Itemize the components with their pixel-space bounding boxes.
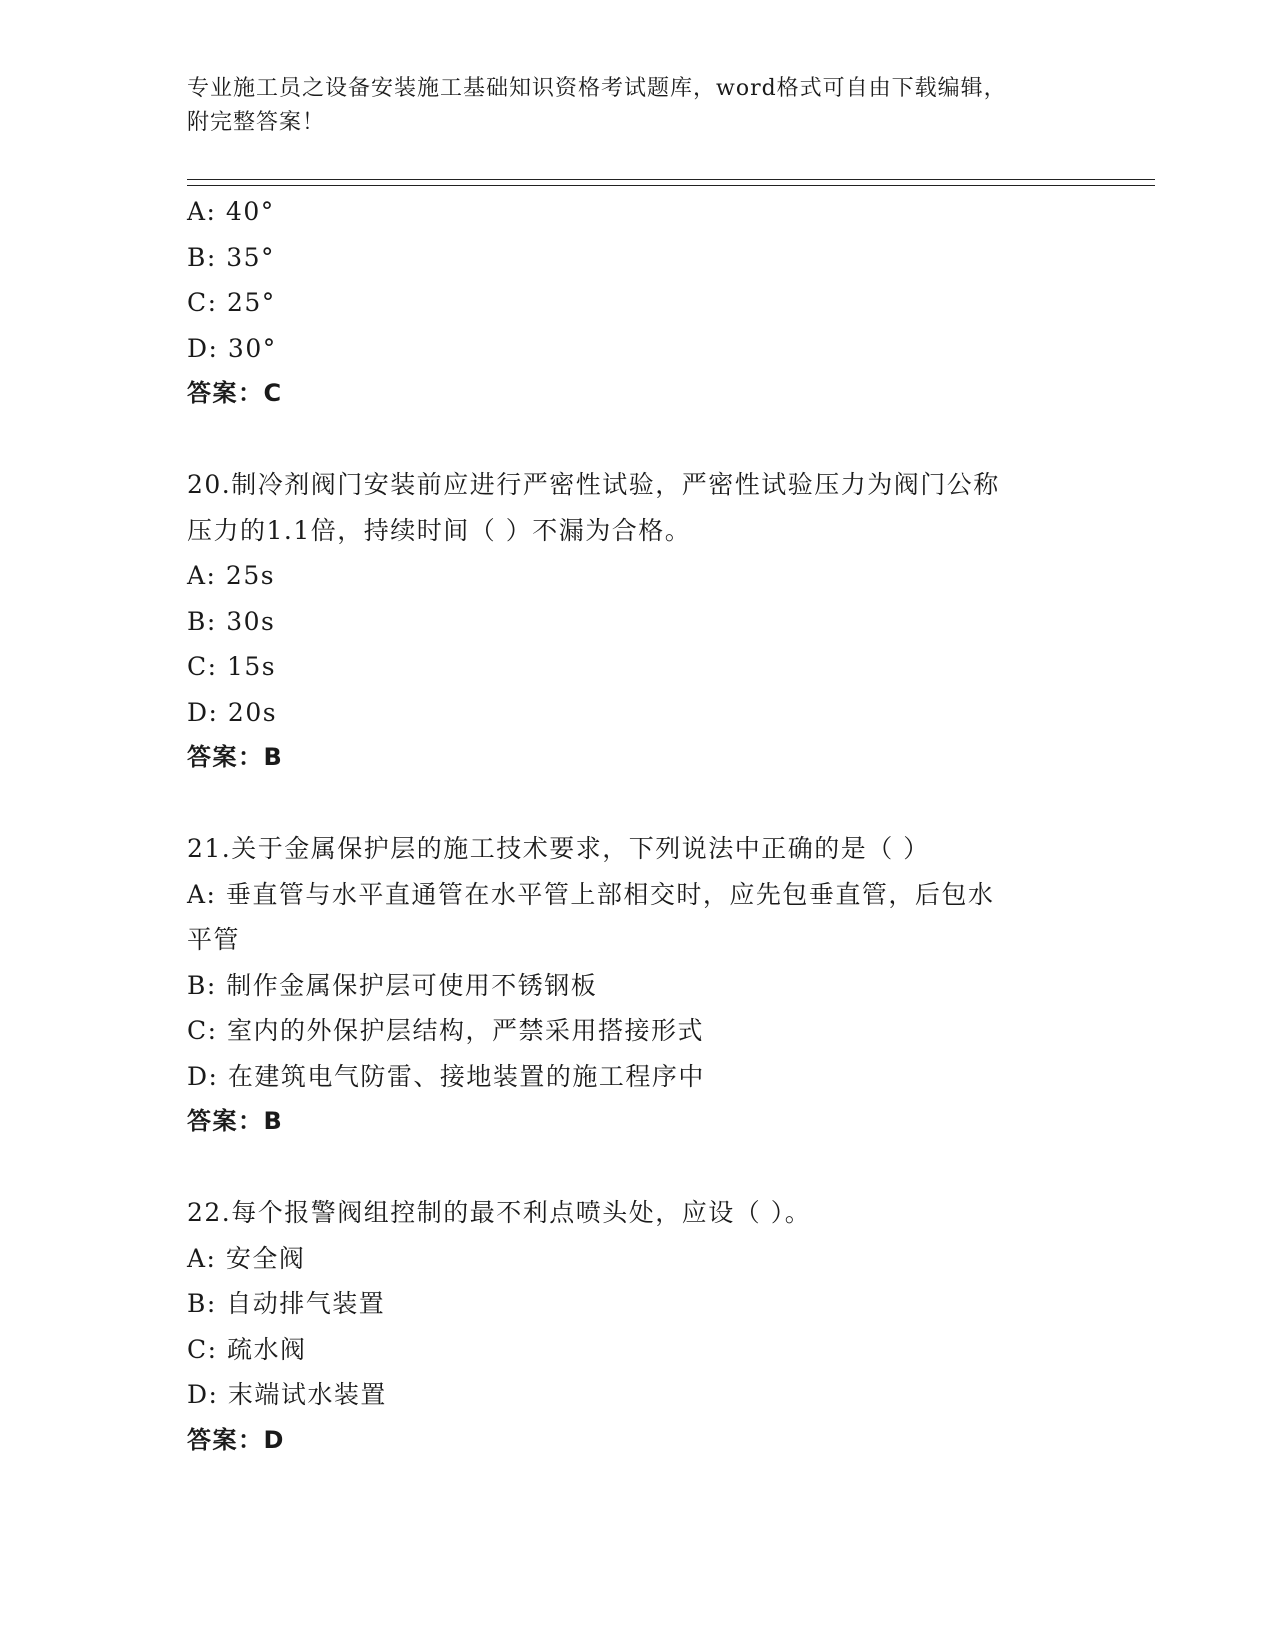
option-c: C: 疏水阀: [187, 1334, 307, 1364]
answer: 答案：B: [187, 1107, 284, 1135]
answer: 答案：B: [187, 743, 284, 771]
option-b: B: 30s: [187, 606, 276, 636]
option-b: B: 制作金属保护层可使用不锈钢板: [187, 970, 598, 1000]
question-text-line-1: 22.每个报警阀组控制的最不利点喷头处，应设（ ）。: [187, 1198, 812, 1227]
option-a: A: 25s: [187, 561, 276, 590]
option-c: C: 25°: [187, 288, 276, 317]
document-header: [187, 72, 1087, 140]
question-20: [187, 462, 1087, 781]
header-line-1: 专业施工员之设备安装施工基础知识资格考试题库，word格式可自由下载编辑，: [187, 76, 1007, 101]
option-c: C: 室内的外保护层结构，严禁采用搭接形式: [187, 1016, 704, 1045]
question-list: [187, 189, 1087, 1463]
option-d: D: 30°: [187, 333, 277, 363]
question-19: [187, 189, 1087, 417]
question-21: [187, 826, 1087, 1145]
header-divider-top: [187, 179, 1155, 180]
header-divider-bottom: [187, 185, 1155, 186]
question-text-line-1: 20.制冷剂阀门安装前应进行严密性试验，严密性试验压力为阀门公称: [187, 470, 1000, 499]
answer: 答案：C: [187, 379, 283, 407]
header-line-2: 附完整答案！: [187, 110, 326, 135]
option-a: A: 40°: [187, 197, 275, 226]
option-a-line-1: A: 垂直管与水平直通管在水平管上部相交时，应先包垂直管，后包水: [187, 879, 995, 909]
option-a-line-2: 平管: [187, 925, 241, 954]
question-22: [187, 1190, 1087, 1463]
option-d: D: 末端试水装置: [187, 1380, 387, 1409]
option-c: C: 15s: [187, 652, 277, 681]
option-d: D: 在建筑电气防雷、接地装置的施工程序中: [187, 1061, 705, 1091]
answer: 答案：D: [187, 1425, 285, 1454]
option-d: D: 20s: [187, 697, 278, 727]
option-b: B: 35°: [187, 242, 276, 272]
option-a: A: 安全阀: [187, 1243, 306, 1273]
question-text-line-1: 21.关于金属保护层的施工技术要求，下列说法中正确的是（ ）: [187, 834, 930, 863]
option-b: B: 自动排气装置: [187, 1289, 386, 1318]
question-text-line-2: 压力的1.1倍，持续时间（ ）不漏为合格。: [187, 515, 692, 545]
